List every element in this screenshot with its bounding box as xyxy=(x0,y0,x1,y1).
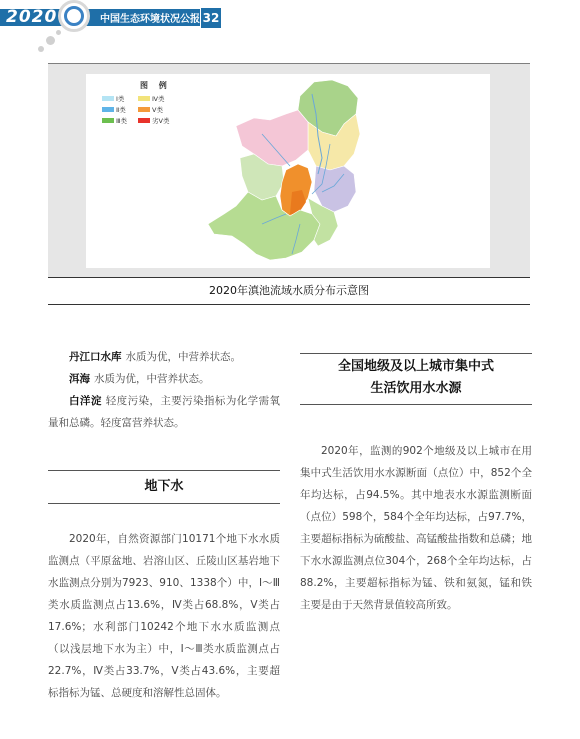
header-ring-inner-icon xyxy=(64,6,84,26)
lake-item xyxy=(48,368,280,390)
lake-item xyxy=(48,346,280,368)
legend-title: 图 例 xyxy=(140,81,171,90)
page-header xyxy=(0,0,580,60)
drinking-water-paragraph xyxy=(300,440,532,616)
section-title-drinking-water xyxy=(300,353,532,405)
header-year: 2020 xyxy=(6,7,58,27)
decor-dot-icon xyxy=(46,36,55,45)
section-title-line: 全国地级及以上城市集中式 xyxy=(337,359,494,374)
lake-status: 水质为优，中营养状态。 xyxy=(94,373,210,385)
section-title-line: 生活饮用水水源 xyxy=(370,381,462,396)
lake-list xyxy=(48,346,280,434)
legend-label: Ⅱ类 xyxy=(116,106,126,114)
figure-frame xyxy=(48,63,530,278)
lake-name: 白洋淀 xyxy=(69,395,102,407)
lake-status: 轻度污染，主要污染指标为化学需氧量和总磷。轻度富营养状态。 xyxy=(48,395,280,429)
header-title: 中国生态环境状况公报 xyxy=(100,14,200,25)
legend-label: Ⅲ类 xyxy=(116,117,127,125)
decor-dot-icon xyxy=(38,46,44,52)
decor-dot-icon xyxy=(56,30,61,35)
figure-caption: 2020年滇池流域水质分布示意图 xyxy=(48,277,530,305)
groundwater-paragraph xyxy=(48,528,280,704)
basin-map xyxy=(86,74,490,268)
paragraph-text: 2020年，监测的902个地级及以上城市在用集中式生活饮用水水源断面（点位）中，852个全年均达标，占94.5%。其中地表水水源监测断面（点位）598个，584个全年均达标，占97.7%，主要超标指标为硫酸盐、高锰酸盐指数和总磷；地下水水源监测点位304个，268个全年均达标，占88.2%，主要超标指标为锰、铁和氨氮，锰和铁主要是由于天然背景值较高所致。 xyxy=(300,445,532,611)
legend-label: Ⅳ类 xyxy=(152,95,165,103)
lake-status: 水质为优，中营养状态。 xyxy=(125,351,241,363)
legend-label: 劣Ⅴ类 xyxy=(152,117,170,125)
lake-name: 丹江口水库 xyxy=(69,351,122,363)
section-title-groundwater: 地下水 xyxy=(48,470,280,504)
legend-label: Ⅰ类 xyxy=(116,95,125,103)
lake-item xyxy=(48,390,280,434)
page-number: 32 xyxy=(200,7,222,29)
map-panel xyxy=(86,74,490,268)
map-figure xyxy=(48,63,530,305)
paragraph-text: 2020年，自然资源部门10171个地下水水质监测点（平原盆地、岩溶山区、丘陵山区基岩地下水监测点分别为7923、910、1338个）中，Ⅰ～Ⅲ类水质监测点占13.6%，Ⅳ类占68.8%，Ⅴ类占17.6%；水利部门10242个地下水水质监测点（以浅层地下水为主）中，Ⅰ～Ⅲ类水质监测点占22.7%，Ⅳ类占33.7%，Ⅴ类占43.6%，主要超标指标为锰、总硬度和溶解性总固体。 xyxy=(48,533,280,699)
lake-name: 洱海 xyxy=(69,373,90,385)
legend-label: Ⅴ类 xyxy=(152,106,163,114)
